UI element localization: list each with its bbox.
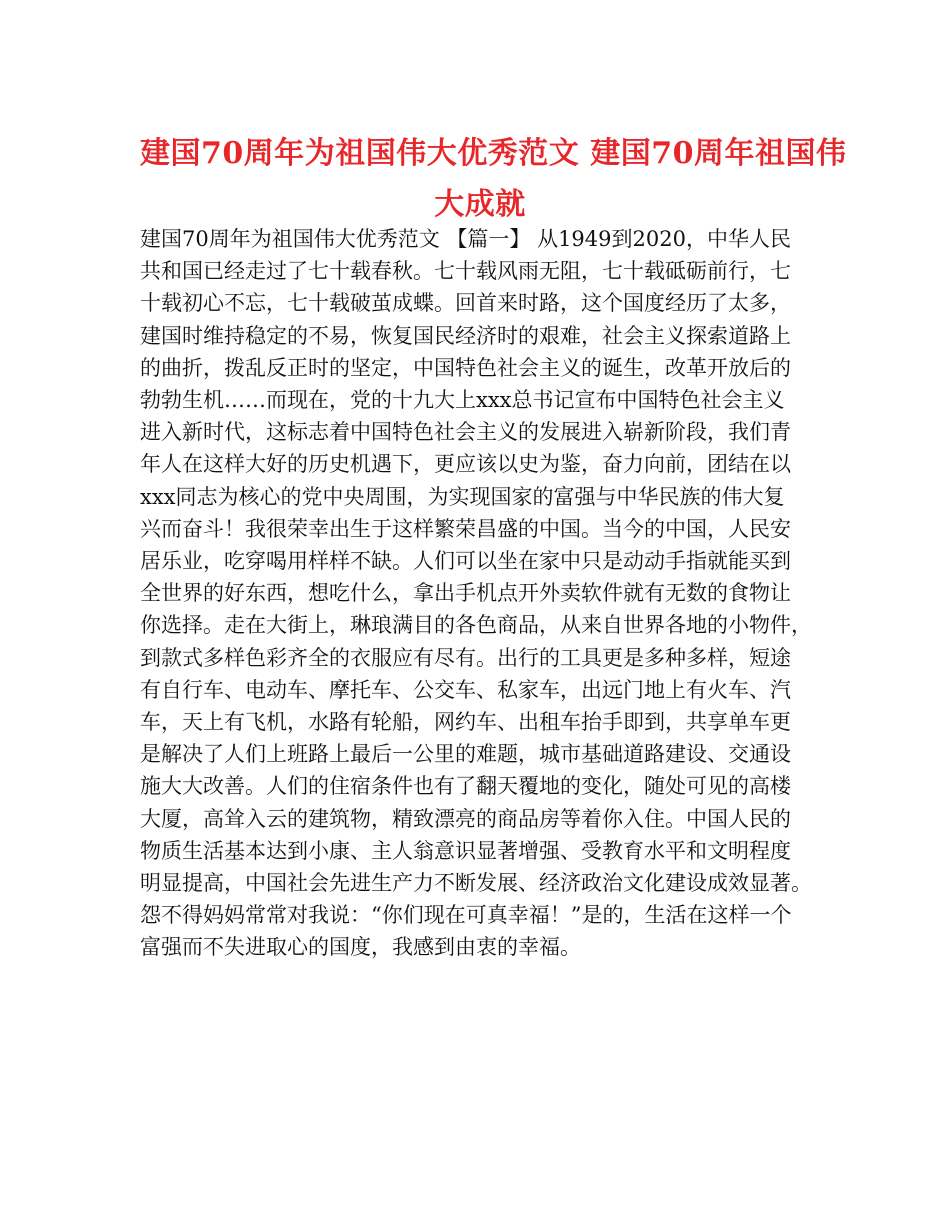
- body-line: 十载初心不忘，七十载破茧成蝶。回首来时路，这个国度经历了太多，: [140, 291, 791, 316]
- body-line: 明显提高，中国社会先进生产力不断发展、经济政治文化建设成效显著。: [140, 871, 812, 896]
- body-line: 有自行车、电动车、摩托车、公交车、私家车，出远门地上有火车、汽: [140, 677, 791, 702]
- title-line: 大成就: [434, 187, 526, 222]
- body-line: 到款式多样色彩齐全的衣服应有尽有。出行的工具更是多种多样，短途: [140, 645, 791, 670]
- body-line: 富强而不失进取心的国度，我感到由衷的幸福。: [140, 935, 581, 960]
- body-line: 怨不得妈妈常常对我说：“你们现在可真幸福！”是的，生活在这样一个: [140, 903, 792, 928]
- document-title: [140, 128, 847, 230]
- body-line: 兴而奋斗！我很荣幸出生于这样繁荣昌盛的中国。当今的中国，人民安: [140, 516, 791, 541]
- body-line: 大厦，高耸入云的建筑物，精致漂亮的商品房等着你入住。中国人民的: [140, 806, 791, 831]
- body-line: 施大大改善。人们的住宿条件也有了翻天覆地的变化，随处可见的高楼: [140, 774, 791, 799]
- body-line: 是解决了人们上班路上最后一公里的难题，城市基础道路建设、交通设: [140, 742, 791, 767]
- body-line: 你选择。走在大街上，琳琅满目的各色商品，从来自世界各地的小物件，: [140, 613, 812, 638]
- body-line: 进入新时代，这标志着中国特色社会主义的发展进入崭新阶段，我们青: [140, 420, 791, 445]
- body-line: 车，天上有飞机，水路有轮船，网约车、出租车抬手即到，共享单车更: [140, 710, 791, 735]
- body-line: 全世界的好东西，想吃什么，拿出手机点开外卖软件就有无数的食物让: [140, 581, 791, 606]
- body-line: 勃勃生机……而现在，党的十九大上xxx总书记宣布中国特色社会主义: [140, 388, 785, 413]
- body-line: 居乐业，吃穿喝用样样不缺。人们可以坐在家中只是动动手指就能买到: [140, 549, 791, 574]
- body-line: 的曲折，拨乱反正时的坚定，中国特色社会主义的诞生，改革开放后的: [140, 355, 791, 380]
- body-line: 年人在这样大好的历史机遇下，更应该以史为鉴，奋力向前，团结在以: [140, 452, 791, 477]
- body-line: 物质生活基本达到小康、主人翁意识显著增强、受教育水平和文明程度: [140, 838, 791, 863]
- body-line: xxx同志为核心的党中央周围，为实现国家的富强与中华民族的伟大复: [140, 484, 785, 509]
- title-line: 建国70周年为祖国伟大优秀范文 建国70周年祖国伟: [140, 136, 847, 171]
- body-line: 共和国已经走过了七十载春秋。七十载风雨无阻，七十载砥砺前行，七: [140, 259, 791, 284]
- body-line: 建国时维持稳定的不易，恢复国民经济时的艰难，社会主义探索道路上: [140, 323, 791, 348]
- body-paragraph: [140, 223, 830, 964]
- body-line: 建国70周年为祖国伟大优秀范文 【篇一】 从1949到2020，中华人民: [140, 227, 791, 251]
